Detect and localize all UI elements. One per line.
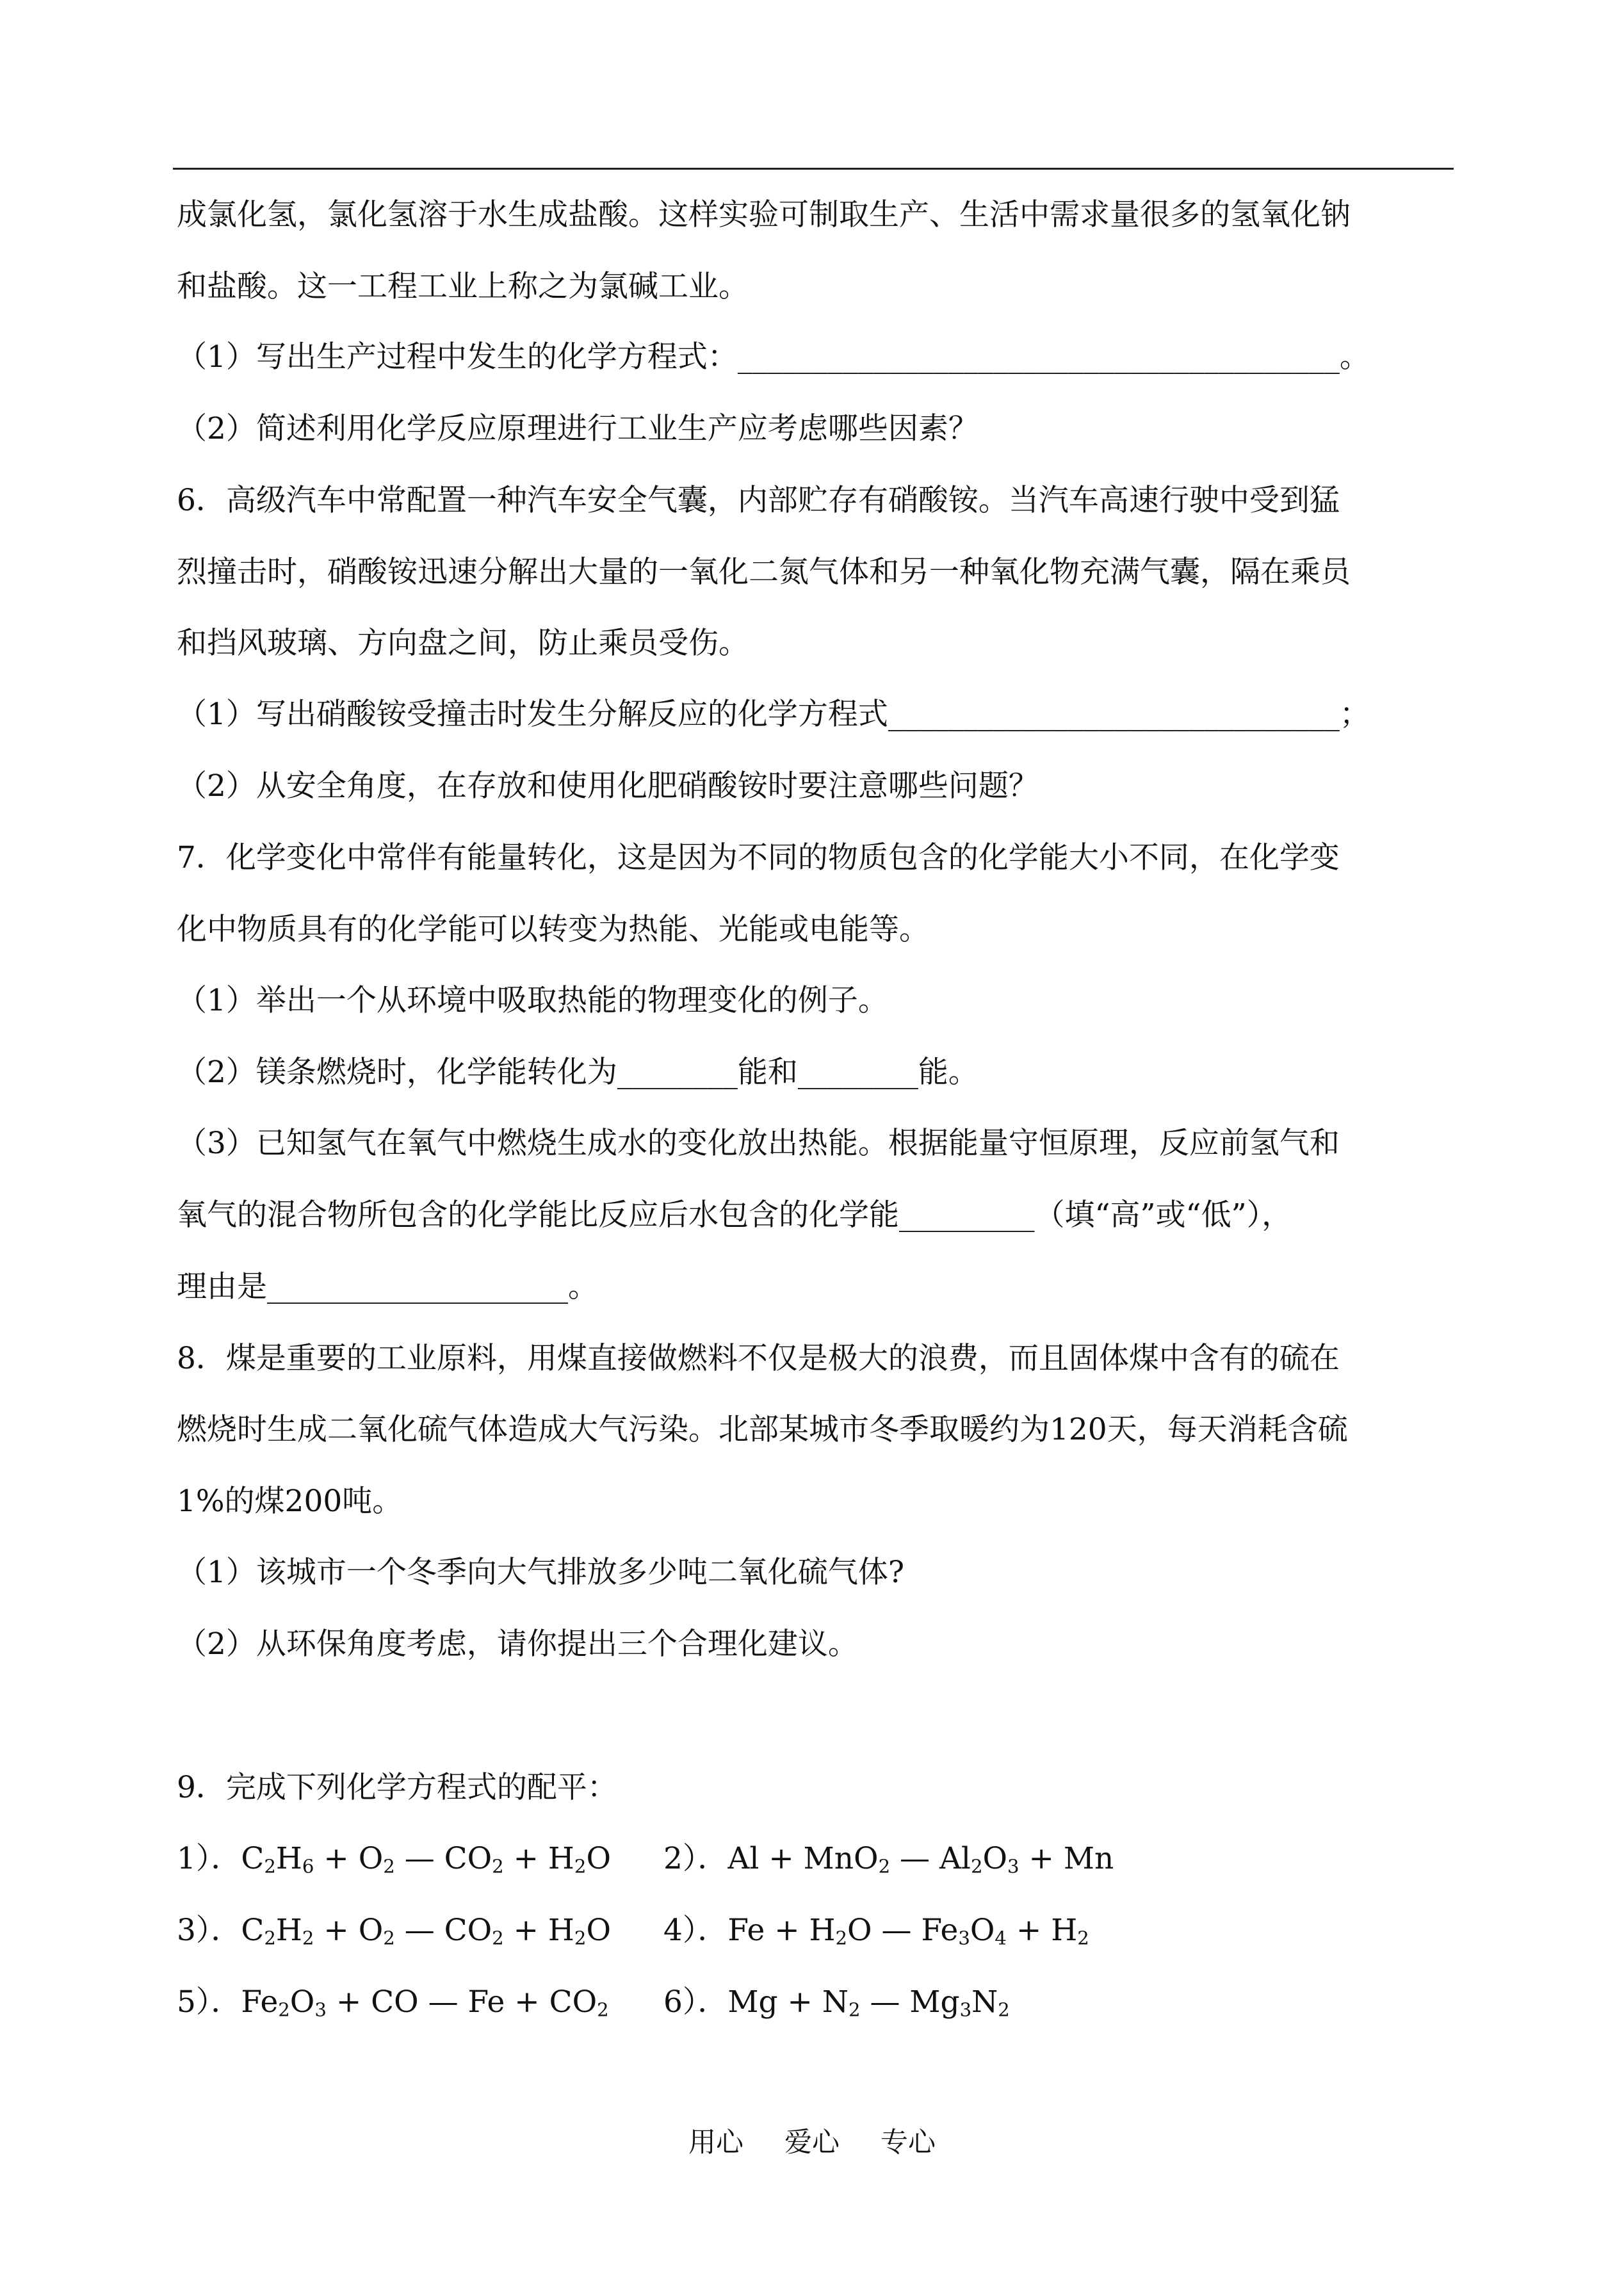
equation: 1）．$C_2H_6 + O_2$ — $CO_2 + H_2O$ [177,1841,611,1877]
equation: 3）．$C_2H_2 + O_2$ — $CO_2 + H_2O$ [177,1913,611,1949]
question-7: 7．化学变化中常伴有能量转化，这是因为不同的物质包含的化学能大小不同，在化学变 [177,840,1340,875]
question-7-3: （3）已知氢气在氧气中燃烧生成水的变化放出热能。根据能量守恒原理，反应前氢气和 [177,1126,1340,1161]
equation: 2）．Al + MnO$_2$ — $Al_2O_3 + Mn$ [663,1841,1114,1877]
equation-row [177,1911,1464,1950]
question-8: 8．煤是重要的工业原料，用煤直接做燃料不仅是极大的浪费，而且固体煤中含有的硫在 [177,1341,1340,1376]
text-line: 1%的煤200吨。 [177,1484,403,1519]
question-6-1: （1）写出硝酸铵受撞击时发生分解反应的化学方程式______________________________； [177,697,1370,732]
equation: 4）．$Fe + H_2O$ — $Fe_3O_4 + H_2$ [663,1913,1089,1949]
question-6-2: （2）从安全角度，在存放和使用化肥硝酸铵时要注意哪些问题？ [177,768,1039,804]
text-line: 理由是____________________。 [177,1269,598,1304]
question-5-2: （2）简述利用化学反应原理进行工业生产应考虑哪些因素？ [177,411,978,446]
equation-row [177,1840,1464,1878]
question-8-2: （2）从环保角度考虑，请你提出三个合理化建议。 [177,1626,858,1662]
text-line: 和挡风玻璃、方向盘之间，防止乘员受伤。 [177,626,749,661]
question-6: 6．高级汽车中常配置一种汽车安全气囊，内部贮存有硝酸铵。当汽车高速行驶中受到猛 [177,483,1340,518]
question-7-2: （2）镁条燃烧时，化学能转化为________能和________能。 [177,1055,978,1090]
text-line: 成氯化氢，氯化氢溶于水生成盐酸。这样实验可制取生产、生活中需求量很多的氢氧化钠 [177,197,1351,232]
question-7-1: （1）举出一个从环境中吸取热能的物理变化的例子。 [177,983,888,1018]
footer-text: 用心 [688,2127,743,2159]
text-line: 和盐酸。这一工程工业上称之为氯碱工业。 [177,269,749,304]
footer-text: 专心 [881,2127,936,2159]
text-line: 化中物质具有的化学能可以转变为热能、光能或电能等。 [177,912,929,947]
equation-row [177,1983,1464,2022]
text-line: 燃烧时生成二氧化硫气体造成大气污染。北部某城市冬季取暖约为120天，每天消耗含硫 [177,1412,1348,1447]
text-line: 烈撞击时，硝酸铵迅速分解出大量的一氧化二氮气体和另一种氧化物充满气囊，隔在乘员 [177,555,1351,590]
header-rule [173,168,1454,170]
question-8-1: （1）该城市一个冬季向大气排放多少吨二氧化硫气体? [177,1555,905,1590]
equation: 5）．$Fe_2O_3$ + CO — $Fe + CO_2$ [177,1984,609,2021]
equation: 6）．$Mg + N_2$ — $Mg_3N_2$ [663,1984,1010,2021]
page-footer [0,2125,1624,2161]
footer-text: 爱心 [784,2127,840,2159]
question-9: 9．完成下列化学方程式的配平： [177,1770,617,1805]
question-5-1: （1）写出生产过程中发生的化学方程式：________________________________________。 [177,339,1370,375]
text-line: 氧气的混合物所包含的化学能比反应后水包含的化学能_________（填“高”或“低”）， [177,1197,1292,1233]
